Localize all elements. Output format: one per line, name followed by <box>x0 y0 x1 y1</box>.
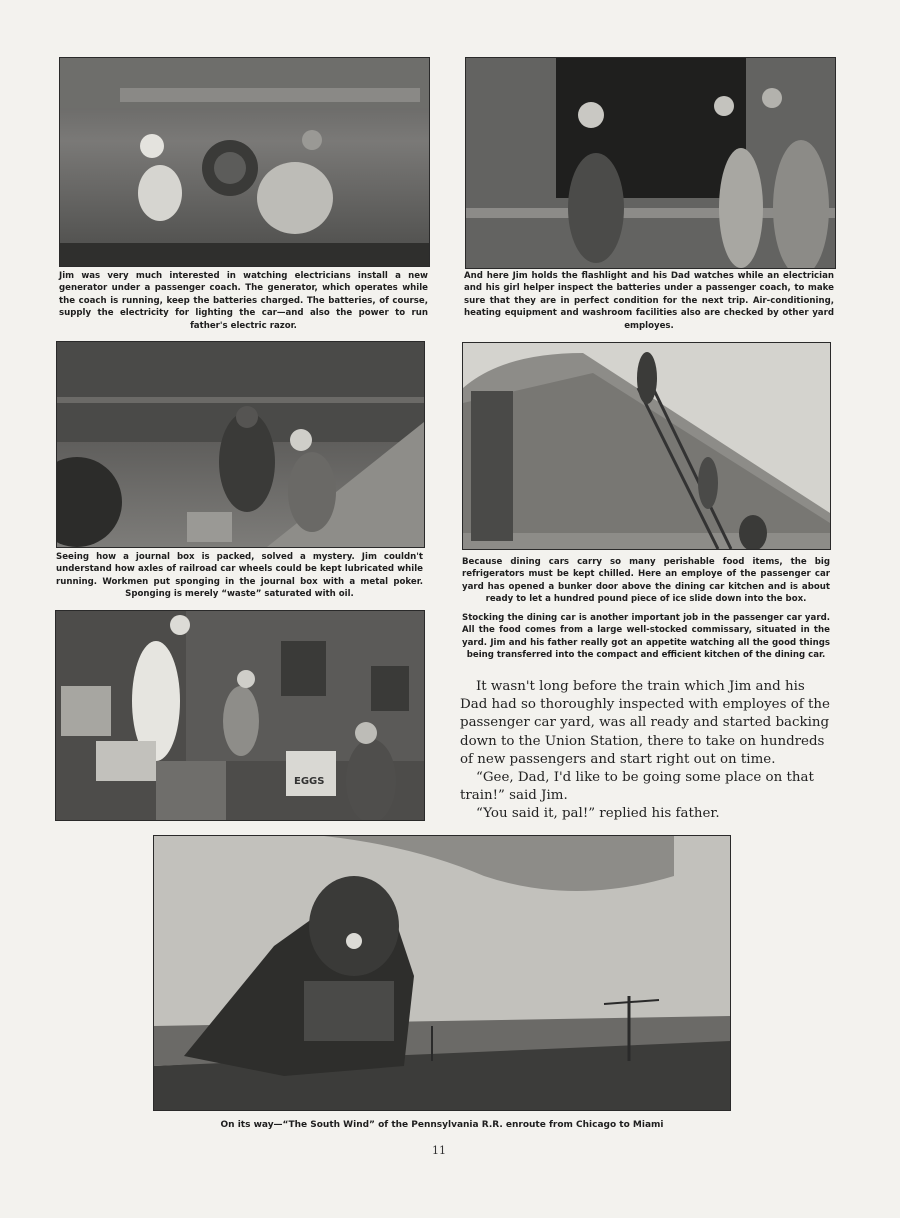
article-body <box>460 678 830 824</box>
photo-generator-install <box>59 57 430 267</box>
body-paragraph-3: “You said it, pal!” replied his father. <box>476 806 720 822</box>
caption-south-wind: On its way—“The South Wind” of the Pennsylvania R.R. enroute from Chicago to Miami <box>220 1120 664 1130</box>
photo-journal-box <box>56 341 425 548</box>
body-paragraph-2: “Gee, Dad, I'd like to be going some place on that train!” said Jim. <box>460 770 814 804</box>
photo-dining-car-ice <box>462 342 831 550</box>
caption-stocking: Stocking the dining car is another important job in the passenger car yard. All the food comes from a large well-stocked commissary, situated in the yard. Jim and his father really got an appetite watching all the good things being transferred into the compact and efficient kitchen of the dining car. <box>462 613 830 661</box>
page-number: 11 <box>432 1144 446 1157</box>
photo-south-wind <box>153 835 731 1111</box>
photo-stocking-dining-car <box>55 610 425 821</box>
body-paragraph-1: It wasn't long before the train which Jim and his Dad had so thoroughly inspected with employes of the passenger car yard, was all ready and started backing down to the Union Station, there to take on hundreds of new passengers and start right out on time. <box>460 679 830 767</box>
caption-battery: And here Jim holds the flashlight and his Dad watches while an electrician and his girl helper inspect the batteries under a passenger coach, to make sure that they are in perfect condition for the next trip. Air-conditioning, heating equipment and washroom facilities also are checked by other yard employes. <box>464 271 834 331</box>
caption-generator: Jim was very much interested in watching electricians install a new generator under a passenger coach. The generator, which operates while the coach is running, keep the batteries charged. The batteries, of course, supply the electricity for lighting the car—and also the power to run father's electric razor. <box>59 271 428 331</box>
photo-battery-inspection <box>465 57 836 269</box>
caption-dining-car-ice: Because dining cars carry so many perishable food items, the big refrigerators must be kept chilled. Here an employe of the passenger car yard has opened a bunker door above the dining car kitchen and is about ready to let a hundred pound piece of ice slide down into the box. <box>462 557 830 605</box>
caption-journal-box: Seeing how a journal box is packed, solved a mystery. Jim couldn't understand how axles of railroad car wheels could be kept lubricated while running. Workmen put sponging in the journal box with a metal poker. Sponging is merely “waste” saturated with oil. <box>56 552 423 600</box>
eggs-sign: EGGS <box>294 776 325 787</box>
